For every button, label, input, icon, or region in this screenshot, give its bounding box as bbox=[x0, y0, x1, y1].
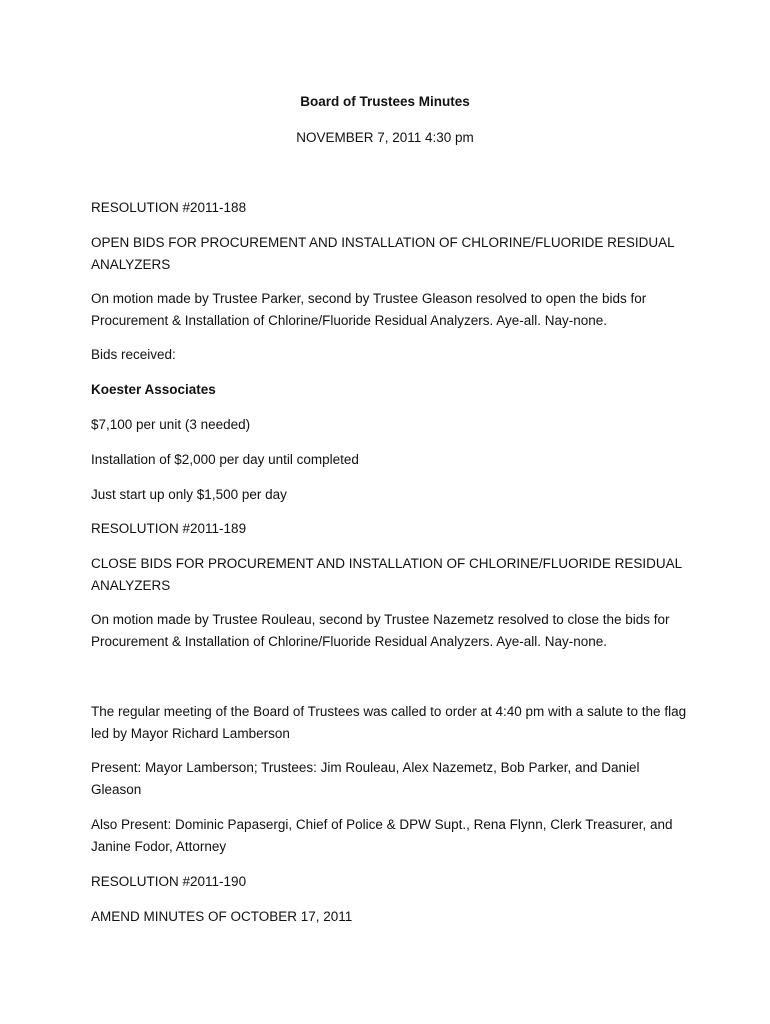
regular-meeting-paragraph: The regular meeting of the Board of Trustees was called to order at 4:40 pm with a salute to the flag led by Mayor Richard Lamberson bbox=[91, 704, 687, 741]
also-present-paragraph: Also Present: Dominic Papasergi, Chief of Police & DPW Supt., Rena Flynn, Clerk Treasurer, and Janine Fodor, Attorney bbox=[91, 817, 673, 854]
bidder-name: Koester Associates bbox=[91, 382, 216, 397]
bid-installation: Installation of $2,000 per day until completed bbox=[91, 452, 359, 467]
bid-unit-price: $7,100 per unit (3 needed) bbox=[91, 417, 251, 432]
open-bids-motion: On motion made by Trustee Parker, second by Trustee Gleason resolved to open the bids for Procurement & Installation of Chlorine/Fluoride Residual Analyzers. Aye-all. Nay-none. bbox=[91, 291, 647, 328]
close-bids-heading: CLOSE BIDS FOR PROCUREMENT AND INSTALLATION OF CHLORINE/FLUORIDE RESIDUAL ANALYZERS bbox=[91, 556, 682, 593]
resolution-190-label: RESOLUTION #2011-190 bbox=[91, 874, 247, 889]
bids-received-label: Bids received: bbox=[91, 347, 176, 362]
meeting-date: NOVEMBER 7, 2011 4:30 pm bbox=[296, 130, 474, 145]
present-paragraph: Present: Mayor Lamberson; Trustees: Jim Rouleau, Alex Nazemetz, Bob Parker, and Daniel Gleason bbox=[91, 760, 640, 797]
resolution-189-label: RESOLUTION #2011-189 bbox=[91, 521, 247, 536]
bid-startup: Just start up only $1,500 per day bbox=[91, 487, 287, 502]
document-title: Board of Trustees Minutes bbox=[300, 94, 470, 109]
resolution-188-label: RESOLUTION #2011-188 bbox=[91, 200, 247, 215]
open-bids-heading: OPEN BIDS FOR PROCUREMENT AND INSTALLATION OF CHLORINE/FLUORIDE RESIDUAL ANALYZERS bbox=[91, 235, 675, 272]
close-bids-motion: On motion made by Trustee Rouleau, second by Trustee Nazemetz resolved to close the bids for Procurement & Installation of Chlorine/Fluoride Residual Analyzers. Aye-all. Nay-none. bbox=[91, 612, 670, 649]
amend-minutes-heading: AMEND MINUTES OF OCTOBER 17, 2011 bbox=[91, 909, 353, 924]
